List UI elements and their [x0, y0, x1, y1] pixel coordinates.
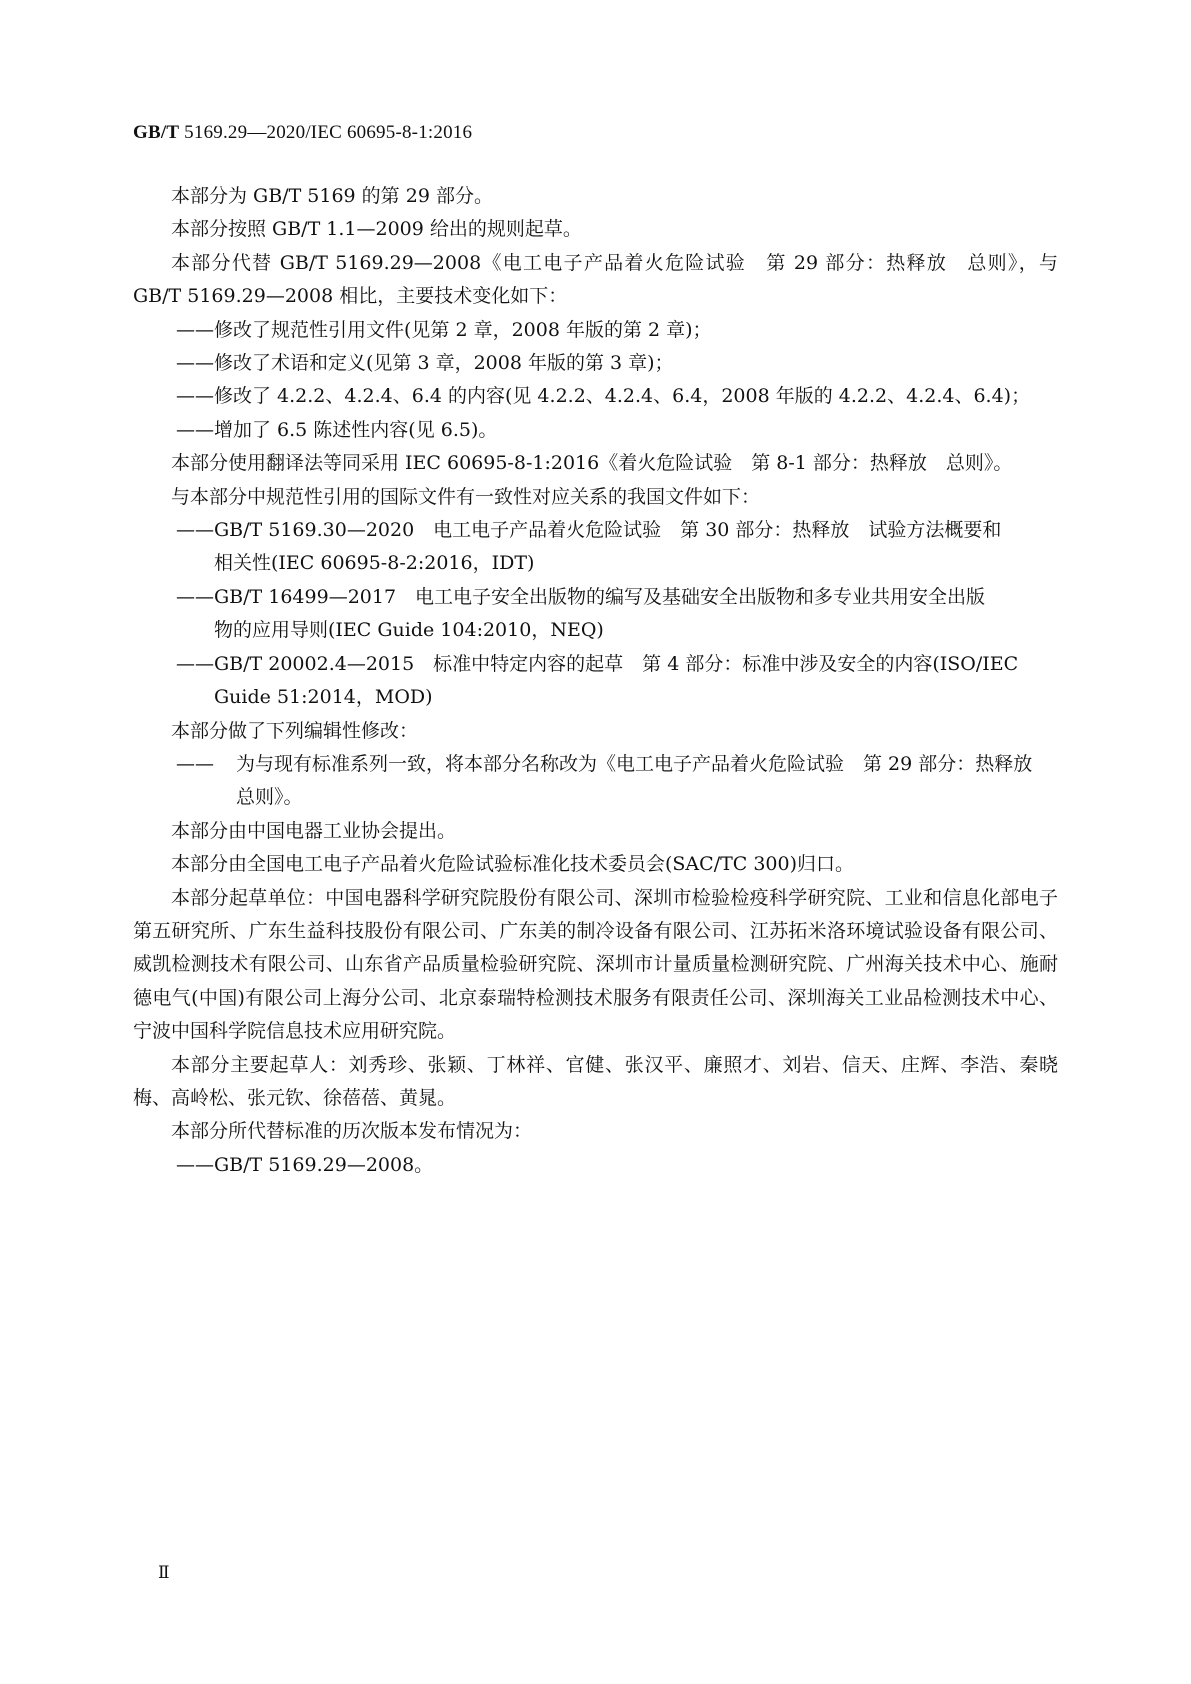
- dash-item-text: 增加了 6.5 陈述性内容(见 6.5)。: [214, 418, 498, 441]
- paragraph: 本部分起草单位：中国电器科学研究院股份有限公司、深圳市检验检疫科学研究院、工业和信息化部电子第五研究所、广东生益科技股份有限公司、广东美的制冷设备有限公司、江苏拓米洛环境试验设备有限公司、威凯检测技术有限公司、山东省产品质量检验研究院、深圳市计量质量检测研究院、广州海关技术中心、施耐德电气(中国)有限公司上海分公司、北京泰瑞特检测技术服务有限责任公司、深圳海关工业品检测技术中心、宁波中国科学院信息技术应用研究院。: [133, 886, 1058, 1043]
- paragraph: 本部分使用翻译法等同采用 IEC 60695-8-1:2016《着火危险试验 第 8-1 部分：热释放 总则》。: [171, 452, 1013, 475]
- dash-item-line: GB/T 16499—2017 电工电子安全出版物的编写及基础安全出版物和多专业共用安全出版: [214, 585, 986, 608]
- dash-mark: ——: [176, 1153, 214, 1176]
- dash-item-text: 修改了术语和定义(见第 3 章，2008 年版的第 3 章)；: [214, 352, 674, 375]
- header-code-rest: 5169.29—2020/IEC 60695-8-1:2016: [179, 122, 473, 143]
- dash-item-text: [214, 748, 1058, 815]
- dash-mark: ——: [176, 385, 214, 408]
- dash-list-item: [133, 748, 1058, 815]
- dash-item-continuation: 总则》。: [236, 786, 303, 809]
- dash-list-item: [133, 414, 1058, 447]
- dash-mark: ——: [176, 352, 214, 375]
- paragraph: 与本部分中规范性引用的国际文件有一致性对应关系的我国文件如下：: [171, 485, 761, 508]
- paragraph: 本部分所代替标准的历次版本发布情况为：: [171, 1120, 533, 1143]
- paragraph: 本部分主要起草人：刘秀珍、张颖、丁林祥、官健、张汉平、廉照才、刘岩、信天、庄辉、李浩、秦晓梅、高岭松、张元钦、徐蓓蓓、黄晁。: [133, 1053, 1058, 1109]
- dash-list-item: [133, 380, 1058, 413]
- dash-item-continuation: Guide 51:2014，MOD): [214, 686, 433, 709]
- dash-item-line: GB/T 5169.30—2020 电工电子产品着火危险试验 第 30 部分：热释放 试验方法概要和: [214, 519, 1002, 542]
- paragraph: 本部分做了下列编辑性修改：: [171, 719, 419, 742]
- dash-mark: ——: [176, 318, 214, 341]
- dash-mark: ——: [176, 418, 214, 441]
- document-header: [133, 122, 472, 144]
- header-code-prefix: GB/T: [133, 122, 180, 143]
- dash-item-text: 修改了规范性引用文件(见第 2 章，2008 年版的第 2 章)；: [214, 318, 712, 341]
- dash-list-item: [133, 648, 1058, 715]
- dash-item-continuation: 相关性(IEC 60695-8-2:2016，IDT): [214, 552, 535, 575]
- dash-item-continuation: 物的应用导则(IEC Guide 104:2010，NEQ): [214, 619, 604, 642]
- dash-mark: ——: [176, 585, 214, 608]
- paragraph: 本部分由中国电器工业协会提出。: [171, 819, 457, 842]
- paragraph: 本部分为 GB/T 5169 的第 29 部分。: [171, 185, 493, 207]
- dash-list-item: [133, 347, 1058, 380]
- dash-item-text: GB/T 5169.29—2008。: [214, 1153, 434, 1176]
- paragraph: 本部分由全国电工电子产品着火危险试验标准化技术委员会(SAC/TC 300)归口。: [171, 853, 855, 876]
- dash-item-text: [214, 514, 1058, 581]
- dash-mark: ——: [176, 752, 214, 775]
- page-number: Ⅱ: [158, 1563, 170, 1583]
- paragraph: 本部分代替 GB/T 5169.29—2008《电工电子产品着火危险试验 第 29 部分：热释放 总则》，与 GB/T 5169.29—2008 相比，主要技术变化如下：: [133, 251, 1058, 308]
- dash-item-text: 修改了 4.2.2、4.2.4、6.4 的内容(见 4.2.2、4.2.4、6.4，2008 年版的 4.2.2、4.2.4、6.4)；: [214, 385, 1031, 408]
- dash-item-text: [214, 581, 1058, 648]
- dash-list-item: [133, 314, 1058, 347]
- dash-list-item: [133, 514, 1058, 581]
- dash-mark: ——: [176, 519, 214, 542]
- foreword-body: [133, 180, 1058, 1182]
- dash-item-line: 为与现有标准系列一致，将本部分名称改为《电工电子产品着火危险试验 第 29 部分：热释放: [236, 752, 1033, 775]
- dash-item-line: GB/T 20002.4—2015 标准中特定内容的起草 第 4 部分：标准中涉及安全的内容(ISO/IEC: [214, 652, 1019, 675]
- dash-list-item: [133, 1149, 1058, 1182]
- dash-mark: ——: [176, 652, 214, 675]
- dash-item-text: [214, 648, 1058, 715]
- paragraph: 本部分按照 GB/T 1.1—2009 给出的规则起草。: [171, 218, 582, 241]
- dash-list-item: [133, 581, 1058, 648]
